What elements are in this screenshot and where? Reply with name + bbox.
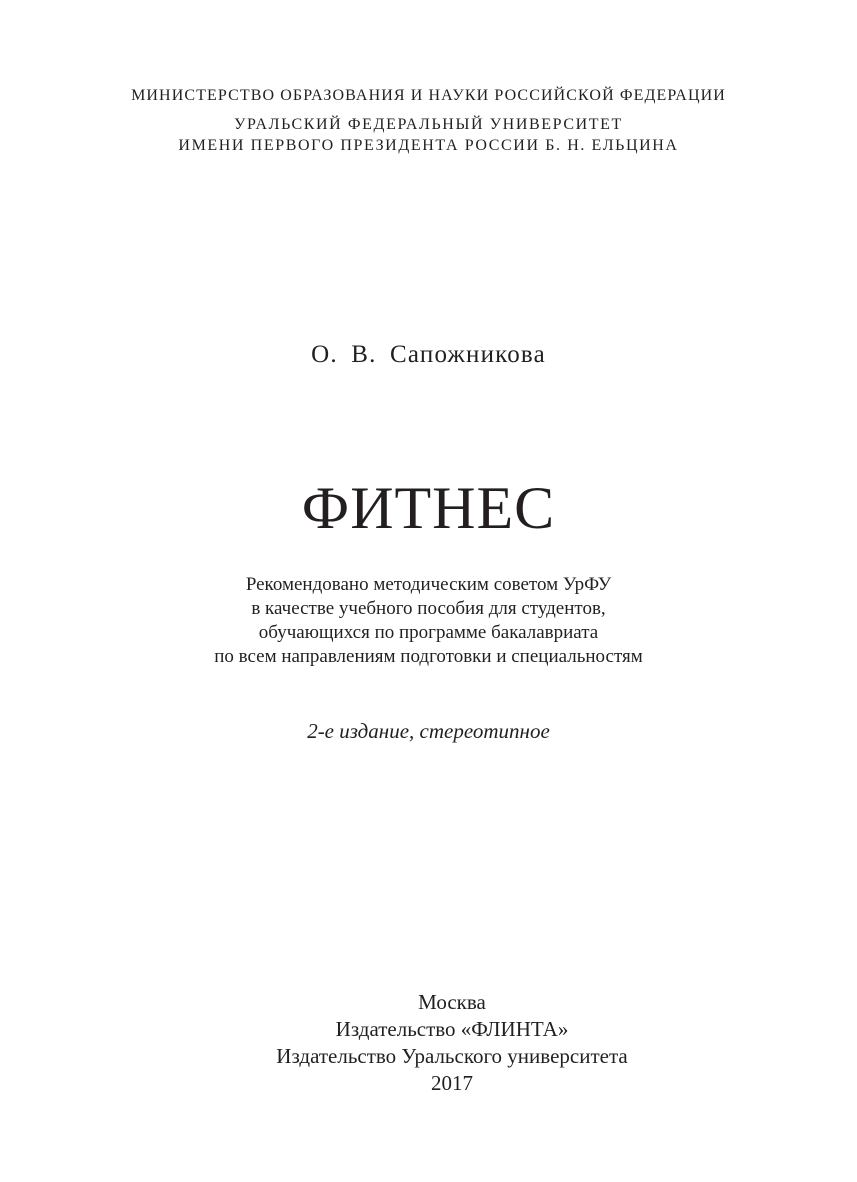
ministry-name: МИНИСТЕРСТВО ОБРАЗОВАНИЯ И НАУКИ РОССИЙСКОЙ ФЕДЕРАЦИИ	[131, 87, 726, 104]
edition-note: 2-е издание, стереотипное	[307, 719, 550, 743]
recommendation-line: в качестве учебного пособия для студентов,	[251, 598, 606, 619]
book-title: ФИТНЕС	[301, 475, 556, 541]
imprint-publisher-ural: Издательство Уральского университета	[276, 1044, 628, 1068]
university-name-line1: УРАЛЬСКИЙ ФЕДЕРАЛЬНЫЙ УНИВЕРСИТЕТ	[234, 116, 623, 133]
author-name: О. В. Сапожникова	[311, 341, 546, 368]
recommendation-line: Рекомендовано методическим советом УрФУ	[245, 574, 612, 595]
imprint-block	[0, 989, 857, 1097]
recommendation-line: по всем направлениям подготовки и специальностям	[214, 646, 643, 667]
recommendation-block	[0, 573, 857, 669]
recommendation-line: обучающихся по программе бакалавриата	[258, 622, 599, 643]
imprint-publisher-flinta: Издательство «ФЛИНТА»	[335, 1017, 569, 1041]
imprint-city: Москва	[418, 990, 486, 1014]
imprint-year: 2017	[431, 1071, 473, 1095]
university-name-line2: ИМЕНИ ПЕРВОГО ПРЕЗИДЕНТА РОССИИ Б. Н. ЕЛЬЦИНА	[178, 137, 679, 154]
